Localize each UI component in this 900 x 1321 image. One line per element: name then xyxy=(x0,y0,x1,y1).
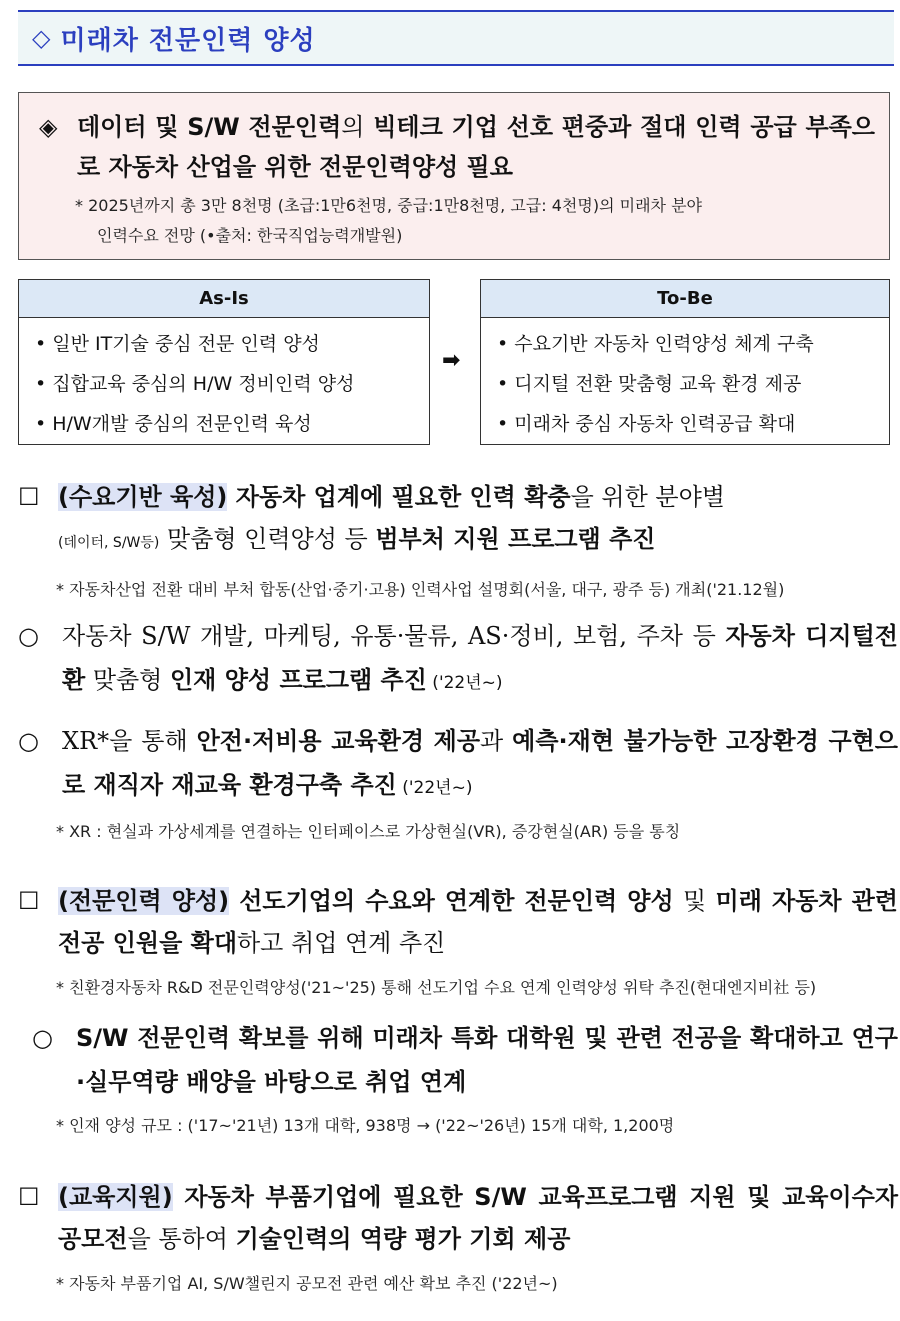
section1-text-1: 자동차 업계에 필요한 인력 확충 xyxy=(227,483,571,511)
to-be-item: • 수요기반 자동차 인력양성 체계 구축 xyxy=(497,333,814,355)
bullet2-text-1: XR*을 통해 xyxy=(62,727,197,755)
filled-diamond-icon: ◈ xyxy=(39,113,58,141)
checkbox-icon: ☐ xyxy=(18,483,40,511)
page-title: 미래차 전문인력 양성 xyxy=(60,25,316,56)
summary-text xyxy=(77,107,875,187)
circle-bullet-icon: ○ xyxy=(18,727,39,755)
summary-text-b: 의 xyxy=(341,113,365,141)
to-be-box xyxy=(480,279,890,445)
as-is-box xyxy=(18,279,430,445)
section2-tag: (전문인력 양성) xyxy=(58,887,230,915)
right-arrow-icon: ➡ xyxy=(442,348,461,373)
section2-note: * 친환경자동차 R&D 전문인력양성('21~'25) 통해 선도기업 수요 연계 인력양성 위탁 추진(현대엔지비社 등) xyxy=(56,978,817,997)
section2-bullet-1-text: S/W 전문인력 확보를 위해 미래차 특화 대학원 및 관련 전공을 확대하고 연구·실무역량 배양을 바탕으로 취업 연계 xyxy=(76,1024,898,1096)
to-be-item: • 디지털 전환 맞춤형 교육 환경 제공 xyxy=(497,373,802,395)
bullet1-text-3: 맞춤형 xyxy=(85,666,170,694)
bullet2-text-5: ('22년~) xyxy=(396,778,473,798)
bullet2-text-2: 안전·저비용 교육환경 제공 xyxy=(196,727,481,755)
section-title-bar xyxy=(18,10,894,66)
section1-bullet-2 xyxy=(18,719,898,810)
summary-main xyxy=(39,107,875,187)
section-education-support xyxy=(18,1176,898,1298)
summary-text-a: 데이터 및 S/W 전문인력 xyxy=(77,113,342,141)
section2-bullet-1 xyxy=(18,1016,898,1104)
summary-note xyxy=(39,191,875,251)
section1-note: * 자동차산업 전환 대비 부처 합동(산업·중기·고용) 인력사업 설명회(서울, 대구, 광주 등) 개최('21.12월) xyxy=(56,580,785,599)
to-be-header: To-Be xyxy=(481,280,889,318)
section1-bullet-1 xyxy=(18,614,898,705)
section2-heading xyxy=(18,880,898,964)
section3-note: * 자동차 부품기업 AI, S/W챌린지 공모전 관련 예산 확보 추진 ('22년~) xyxy=(56,1274,558,1293)
section3-text-2: 을 통하여 xyxy=(127,1225,236,1253)
section-expert-training xyxy=(18,880,898,1140)
section2-text-1: 선도기업의 수요와 연계한 전문인력 양성 xyxy=(229,887,674,915)
section2-text-2: 및 xyxy=(673,887,716,915)
section2-bullet-1-note: * 인재 양성 규모 : ('17~'21년) 13개 대학, 938명 → ('22~'26년) 15개 대학, 1,200명 xyxy=(56,1116,675,1135)
section3-text-1: 자동차 부품기업에 필요한 S/W 교육프로그램 지원 및 교육이수자 공모전 xyxy=(58,1183,898,1253)
bullet1-text-2: 자동차 디지털전환 xyxy=(62,622,898,694)
checkbox-icon: ☐ xyxy=(18,887,40,915)
section1-text-3: (데이터, S/W등) xyxy=(58,535,160,551)
summary-text-c: 빅테크 기업 선호 편중과 절대 인력 공급 부족으로 자동차 산업을 위한 전문인력양성 필요 xyxy=(77,113,875,181)
bullet1-text-1: 자동차 S/W 개발, 마케팅, 유통·물류, AS·정비, 보험, 주차 등 xyxy=(62,622,726,650)
as-is-item: • 집합교육 중심의 H/W 정비인력 양성 xyxy=(35,373,355,395)
section1-text-5: 범부처 지원 프로그램 추진 xyxy=(375,525,656,553)
as-is-header: As-Is xyxy=(19,280,429,318)
summary-note-1: * 2025년까지 총 3만 8천명 (초급:1만6천명, 중급:1만8천명, 고급: 4천명)의 미래차 분야 xyxy=(75,196,702,215)
section1-tag: (수요기반 육성) xyxy=(58,483,228,511)
section2-text-4: 하고 취업 연계 추진 xyxy=(237,929,446,957)
diamond-icon: ◇ xyxy=(32,24,51,52)
section2-text-3: 미래 자동차 관련 전공 인원을 확대 xyxy=(58,887,898,957)
section3-tag: (교육지원) xyxy=(58,1183,173,1211)
section1-heading xyxy=(18,476,898,564)
summary-box xyxy=(18,92,890,260)
summary-note-2: 인력수요 전망 (•출처: 한국직업능력개발원) xyxy=(97,226,403,245)
section-demand-based xyxy=(18,476,898,846)
bullet1-text-5: ('22년~) xyxy=(426,673,503,693)
circle-bullet-icon: ○ xyxy=(18,622,39,650)
section3-heading xyxy=(18,1176,898,1260)
as-is-item: • H/W개발 중심의 전문인력 육성 xyxy=(35,413,312,435)
section3-text-3: 기술인력의 역량 평가 기회 제공 xyxy=(235,1225,571,1253)
section1-text-2: 을 위한 분야별 xyxy=(570,483,725,511)
bullet2-text-3: 과 xyxy=(480,727,513,755)
as-is-item: • 일반 IT기술 중심 전문 인력 양성 xyxy=(35,333,320,355)
bullet2-text-4: 예측·재현 불가능한 고장환경 구현으로 재직자 재교육 환경구축 추진 xyxy=(62,727,898,799)
checkbox-icon: ☐ xyxy=(18,1183,40,1211)
circle-bullet-icon: ○ xyxy=(32,1024,53,1052)
section1-text-4: 맞춤형 인력양성 등 xyxy=(159,525,376,553)
to-be-item: • 미래차 중심 자동차 인력공급 확대 xyxy=(497,413,796,435)
bullet1-text-4: 인재 양성 프로그램 추진 xyxy=(170,666,427,694)
section1-bullet-2-note: * XR : 현실과 가상세계를 연결하는 인터페이스로 가상현실(VR), 증강현실(AR) 등을 통칭 xyxy=(56,822,681,841)
